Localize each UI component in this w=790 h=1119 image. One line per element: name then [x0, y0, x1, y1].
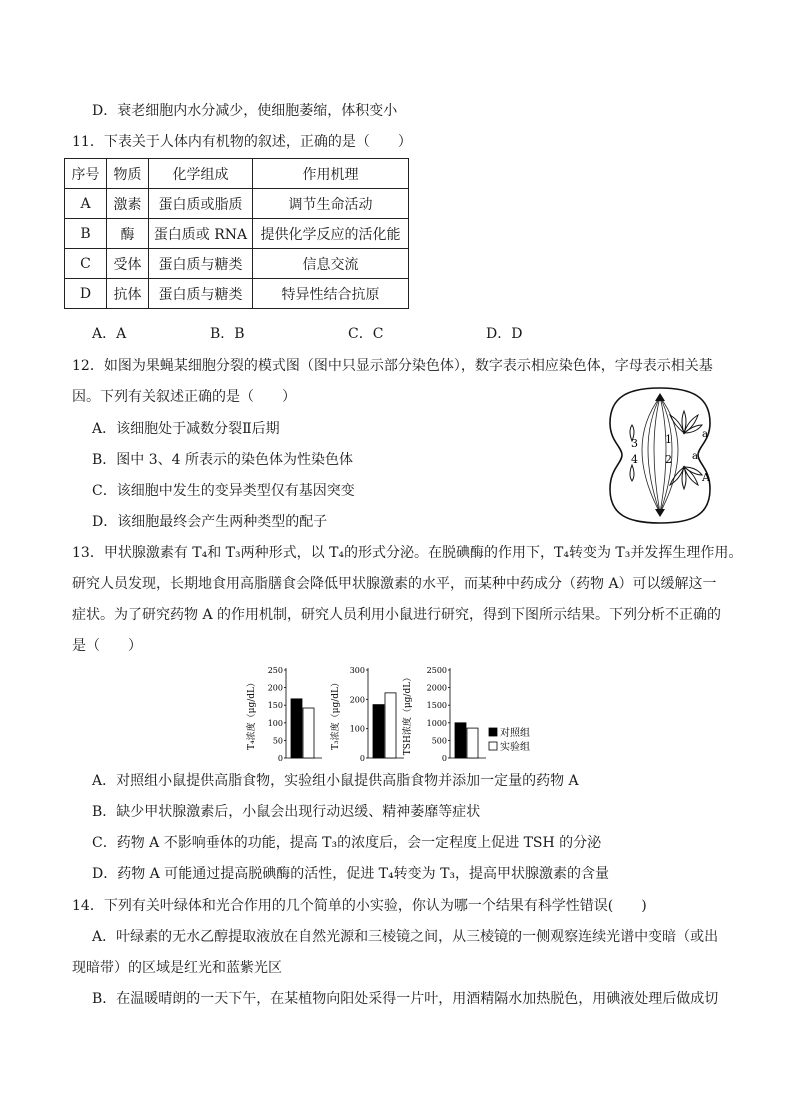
y-tick-label: 100 — [267, 718, 283, 728]
q11-stem: 11．下表关于人体内有机物的叙述，正确的是（ ） — [72, 134, 412, 150]
q11-options — [92, 324, 522, 344]
legend-swatch-control — [489, 728, 497, 736]
q13-option-c: C．药物 A 不影响垂体的功能，提高 T₃的浓度后，会一定程度上促进 TSH 的分泌 — [92, 835, 602, 851]
figure-label-4: 4 — [631, 453, 638, 466]
q14-option-a-line-2: 现暗带）的区域是红光和蓝紫光区 — [72, 960, 282, 976]
table-cell: B — [65, 219, 107, 249]
q11-table — [64, 158, 409, 309]
y-axis-label: TSH浓度（μg/dL） — [403, 672, 413, 756]
table-header-cell: 作用机理 — [253, 159, 409, 189]
y-tick-label: 2000 — [426, 683, 447, 693]
option-d-previous-question: D．衰老细胞内水分减少，使细胞萎缩，体积变小 — [92, 103, 398, 119]
table-cell: 提供化学反应的活化能 — [253, 219, 409, 249]
y-tick-label: 1000 — [426, 718, 447, 728]
table-cell: 激素 — [107, 189, 149, 219]
table-cell: 蛋白质或脂质 — [149, 189, 253, 219]
q13-stem-line-4: 是（ ） — [72, 638, 142, 654]
legend-swatch-experiment — [489, 742, 497, 750]
figure-label-2: 2 — [665, 453, 672, 466]
bar-experiment — [467, 728, 478, 758]
table-cell: 信息交流 — [253, 249, 409, 279]
q12-stem-line-1: 12．如图为果蝇某细胞分裂的模式图（图中只显示部分染色体），数字表示相应染色体，字母表示相关基 — [72, 358, 713, 374]
q13-option-b: B．缺少甲状腺激素后，小鼠会出现行动迟缓、精神萎靡等症状 — [92, 804, 481, 820]
table-cell: D — [65, 279, 107, 309]
table-cell: 酶 — [107, 219, 149, 249]
bar-experiment — [303, 708, 314, 758]
q14-stem: 14．下列有关叶绿体和光合作用的几个简单的小实验，你认为哪一个结果有科学性错误( ) — [72, 898, 647, 914]
legend-label-experiment: 实验组 — [500, 742, 530, 753]
cell-division-figure — [604, 385, 724, 526]
y-tick-label: 0 — [277, 754, 283, 763]
figure-label-3: 3 — [631, 437, 638, 450]
table-cell: 蛋白质与糖类 — [149, 249, 253, 279]
q12-stem-line-2: 因。下列有关叙述正确的是（ ） — [72, 389, 296, 405]
y-tick-label: 100 — [349, 724, 365, 734]
figure-label-a-1: a — [702, 429, 708, 440]
table-cell: 受体 — [107, 249, 149, 279]
t3-chart — [329, 666, 404, 763]
q14-option-b-line-1: B．在温暖晴朗的一天下午，在某植物向阳处采得一片叶，用酒精隔水加热脱色，用碘液处理后做成切 — [92, 991, 719, 1007]
table-row — [65, 189, 409, 219]
q13-stem-line-3: 症状。为了研究药物 A 的作用机制，研究人员利用小鼠进行研究，得到下图所示结果。下列分析不正确的 — [72, 607, 722, 623]
table-cell: 调节生命活动 — [253, 189, 409, 219]
figure-label-1: 1 — [665, 433, 672, 446]
q12-option-a: A．该细胞处于减数分裂Ⅱ后期 — [92, 421, 280, 437]
y-tick-label: 1500 — [426, 701, 447, 711]
q11-option-c: C．C — [348, 326, 384, 342]
q12-option-c: C．该细胞中发生的变异类型仅有基因突变 — [92, 483, 355, 499]
q12-option-d: D．该细胞最终会产生两种类型的配子 — [92, 514, 328, 530]
table-cell: 特异性结合抗原 — [253, 279, 409, 309]
table-row — [65, 249, 409, 279]
y-tick-label: 150 — [267, 701, 283, 711]
table-cell: A — [65, 189, 107, 219]
y-tick-label: 0 — [359, 754, 365, 763]
q14-option-a-line-1: A．叶绿素的无水乙醇提取液放在自然光源和三棱镜之间，从三棱镜的一侧观察连续光谱中变暗（或出 — [92, 929, 719, 945]
table-header-row — [65, 159, 409, 189]
bar-control — [373, 705, 384, 758]
y-tick-label: 50 — [272, 736, 283, 746]
figure-label-a-2: a — [692, 451, 698, 462]
y-tick-label: 200 — [267, 683, 283, 693]
bar-control — [455, 723, 466, 758]
bar-experiment — [385, 693, 396, 758]
t4-chart — [245, 666, 322, 763]
y-tick-label: 250 — [267, 666, 283, 675]
q12-option-b: B．图中 3、4 所表示的染色体为性染色体 — [92, 452, 354, 468]
table-cell: 抗体 — [107, 279, 149, 309]
tsh-chart — [401, 666, 486, 763]
q13-option-d: D．药物 A 可能通过提高脱碘酶的活性，促进 T₄转变为 T₃，提高甲状腺激素的含量 — [92, 866, 610, 882]
q13-option-a: A．对照组小鼠提供高脂食物，实验组小鼠提供高脂食物并添加一定量的药物 A — [92, 773, 579, 789]
q11-option-b: B．B — [210, 326, 245, 342]
q13-bar-charts — [240, 662, 560, 766]
figure-label-A: A — [702, 471, 710, 484]
bar-control — [291, 699, 302, 758]
q13-stem-line-1: 13．甲状腺激素有 T₄和 T₃两种形式，以 T₄的形式分泌。在脱碘酶的作用下，T₄转变为 T₃并发挥生理作用。 — [72, 545, 743, 561]
table-cell: C — [65, 249, 107, 279]
table-row — [65, 279, 409, 309]
y-axis-label: T₃浓度（μg/dL） — [331, 678, 341, 750]
y-tick-label: 0 — [441, 754, 447, 763]
table-header-cell: 化学组成 — [149, 159, 253, 189]
table-header-cell: 物质 — [107, 159, 149, 189]
table-cell: 蛋白质或 RNA — [149, 219, 253, 249]
legend-label-control: 对照组 — [500, 728, 530, 739]
table-header-cell: 序号 — [65, 159, 107, 189]
y-tick-label: 200 — [349, 695, 365, 705]
y-tick-label: 2500 — [426, 666, 447, 675]
q13-stem-line-2: 研究人员发现，长期地食用高脂膳食会降低甲状腺激素的水平，而某种中药成分（药物 A）可以缓解这一 — [72, 576, 717, 592]
table-cell: 蛋白质与糖类 — [149, 279, 253, 309]
q11-option-d: D．D — [486, 326, 523, 342]
y-axis-label: T₄浓度（μg/dL） — [247, 678, 257, 750]
y-tick-label: 300 — [349, 666, 365, 675]
q11-option-a: A．A — [92, 326, 127, 342]
chart-legend — [489, 726, 530, 753]
y-tick-label: 500 — [431, 736, 447, 746]
table-row — [65, 219, 409, 249]
